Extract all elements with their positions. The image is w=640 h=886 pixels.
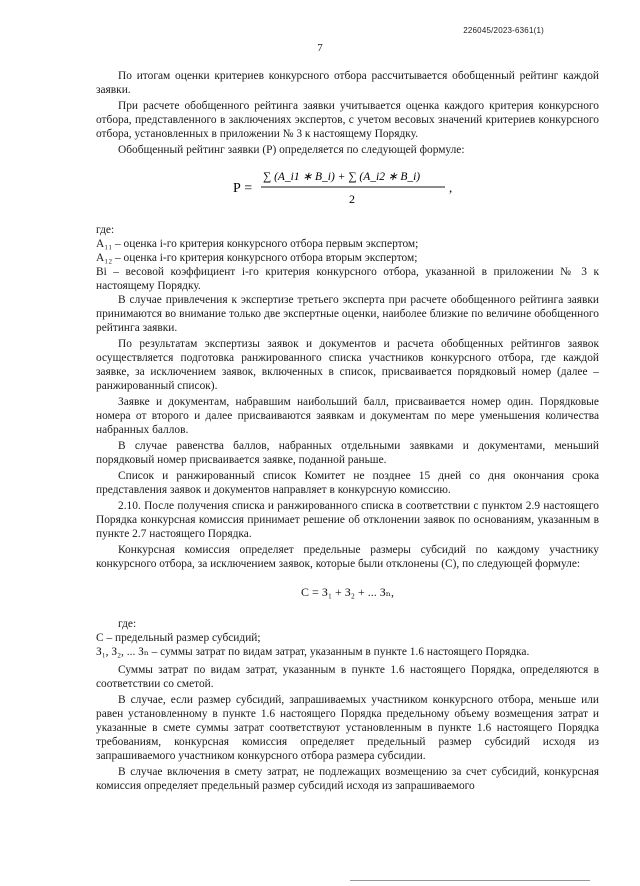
definition-a2: А₁₂ – оценка i-го критерия конкурсного отбора вторым экспертом; [96, 252, 418, 264]
definition-z: З₁, З₂, ... Зₙ – суммы затрат по видам затрат, указанным в пункте 1.6 настоящего Порядка. [96, 646, 530, 658]
paragraph: Заявке и документам, набравшим наибольший балл, присваивается номер один. Порядковые номера от второго и далее присваиваются заявкам и документам по мере уменьшения количества набранных баллов. [96, 396, 599, 436]
paragraph: По итогам оценки критериев конкурсного отбора рассчитывается обобщенный рейтинг каждой заявки. [96, 70, 599, 96]
rating-formula-graphic [233, 165, 463, 209]
definition-b: Вi – весовой коэффициент i-го критерия конкурсного отбора, указанной в приложении № 3 к настоящему Порядку. [96, 266, 599, 292]
formula-tail: , [448, 180, 452, 195]
definition-c: С – предельный размер субсидий; [96, 632, 261, 644]
rating-formula [96, 165, 599, 213]
paragraph: 2.10. После получения списка и ранжированного списка в соответствии с пунктом 2.9 настоящего Порядка конкурсная комиссия принимает решение об отклонении заявок по основаниям, указанным в пункте 2.7 настоящего Порядка. [96, 500, 599, 540]
document-body [96, 69, 599, 795]
paragraph: В случае включения в смету затрат, не подлежащих возмещению за счет субсидий, конкурсная комиссия определяет предельный размер субсидий исходя из запрашиваемого [96, 766, 599, 792]
formula-denominator: 2 [348, 192, 355, 206]
page-bottom-rule [350, 880, 590, 881]
document-number: 226045/2023-6361(1) [463, 26, 544, 35]
paragraph: Суммы затрат по видам затрат, указанным в пункте 1.6 настоящего Порядка, определяются в соответствии со сметой. [96, 664, 599, 690]
paragraph: В случае, если размер субсидий, запрашиваемых участником конкурсного отбора, меньше или равен установленному в пункте 1.6 настоящего Порядка предельному объему возмещения затрат и указанные в смете суммы затрат соответствуют установленным в пункте 1.6 настоящего Порядка требованиям, конкурсная комиссия определяет предельный размер субсидий исходя из запрашиваемого участником конкурсного отбора размера субсидии. [96, 694, 599, 762]
paragraph: При расчете обобщенного рейтинга заявки учитывается оценка каждого критерия конкурсного отбора, представленного в заключениях экспертов, с учетом весовых значений критериев конкурсного отбора, установленных в приложении № 3 к настоящему Порядку. [96, 100, 599, 140]
paragraph: В случае равенства баллов, набранных отдельными заявками и документами, меньший порядковый номер присваивается заявке, поданной раньше. [96, 440, 599, 466]
formula-numerator: ∑ (A_i1 ∗ B_i) + ∑ (A_i2 ∗ B_i) [262, 171, 420, 183]
where-label: где: [118, 618, 137, 630]
page-number: 7 [317, 42, 323, 54]
where-label: где: [96, 224, 115, 236]
formula-lhs: Р = [232, 181, 252, 196]
paragraph: Конкурсная комиссия определяет предельные размеры субсидий по каждому участнику конкурсного отбора, за исключением заявок, которые были отклонены (С), по следующей формуле: [96, 544, 599, 570]
definition-a1: А₁₁ – оценка i-го критерия конкурсного отбора первым экспертом; [96, 238, 419, 250]
paragraph: Список и ранжированный список Комитет не позднее 15 дней со дня окончания срока представления заявок и документов направляет в конкурсную комиссию. [96, 470, 599, 496]
subsidy-formula: С = З₁ + З₂ + ... Зₙ, [301, 585, 394, 599]
paragraph: В случае привлечения к экспертизе третьего эксперта при расчете обобщенного рейтинга заявки принимаются во внимание только две экспертные оценки, наиболее близкие по величине обобщенного рейтинга заявки. [96, 294, 599, 334]
paragraph: По результатам экспертизы заявок и документов и расчета обобщенных рейтингов заявок осуществляется подготовка ранжированного списка участников конкурсного отбора, где каждой заявке, за исключением заявок, включенных в список, присваивается порядковый номер (далее – ранжированный список). [96, 338, 599, 392]
paragraph: Обобщенный рейтинг заявки (Р) определяется по следующей формуле: [118, 144, 465, 156]
